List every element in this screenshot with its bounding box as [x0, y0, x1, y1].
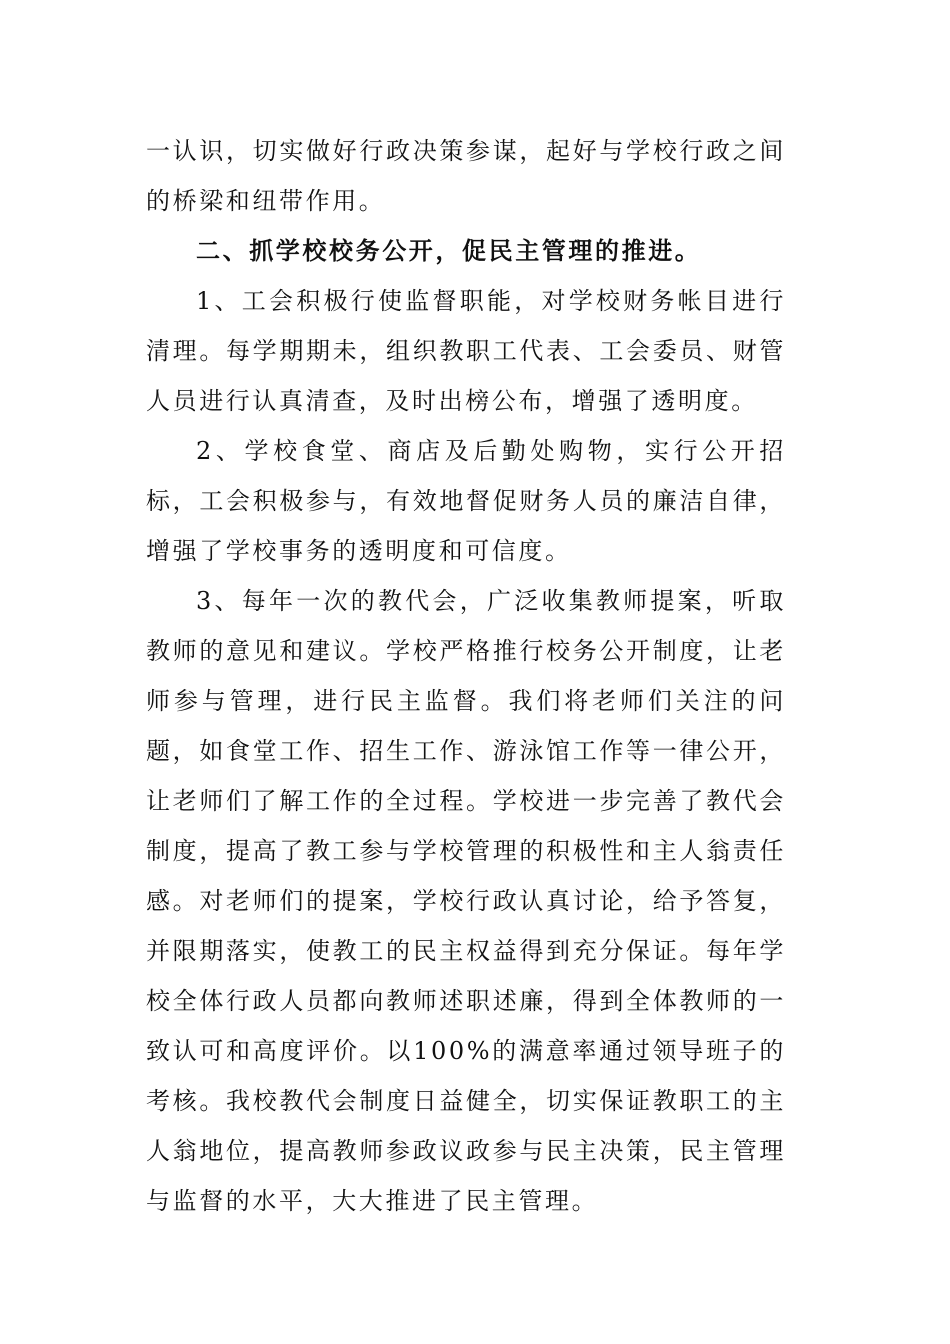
paragraph-item-2: 2、学校食堂、商店及后勤处购物，实行公开招标，工会积极参与，有效地督促财务人员的廉洁自律，增强了学校事务的透明度和可信度。: [146, 437, 786, 565]
section-heading: 二、抓学校校务公开，促民主管理的推进。: [196, 236, 702, 265]
document-body: [146, 126, 786, 1226]
paragraph-continuation: 一认识，切实做好行政决策参谋，起好与学校行政之间的桥梁和纽带作用。: [146, 137, 786, 215]
paragraph-item-1: 1、工会积极行使监督职能，对学校财务帐目进行清理。每学期期未，组织教职工代表、工会委员、财管人员进行认真清查，及时出榜公布，增强了透明度。: [146, 287, 786, 415]
paragraph-item-3: 3、每年一次的教代会，广泛收集教师提案，听取教师的意见和建议。学校严格推行校务公开制度，让老师参与管理，进行民主监督。我们将老师们关注的问题，如食堂工作、招生工作、游泳馆工作等一律公开，让老师们了解工作的全过程。学校进一步完善了教代会制度，提高了教工参与学校管理的积极性和主人翁责任感。对老师们的提案，学校行政认真讨论，给予答复，并限期落实，使教工的民主权益得到充分保证。每年学校全体行政人员都向教师述职述廉，得到全体教师的一致认可和高度评价。以100%的满意率通过领导班子的考核。我校教代会制度日益健全，切实保证教职工的主人翁地位，提高教师参政议政参与民主决策，民主管理与监督的水平，大大推进了民主管理。: [146, 587, 786, 1215]
